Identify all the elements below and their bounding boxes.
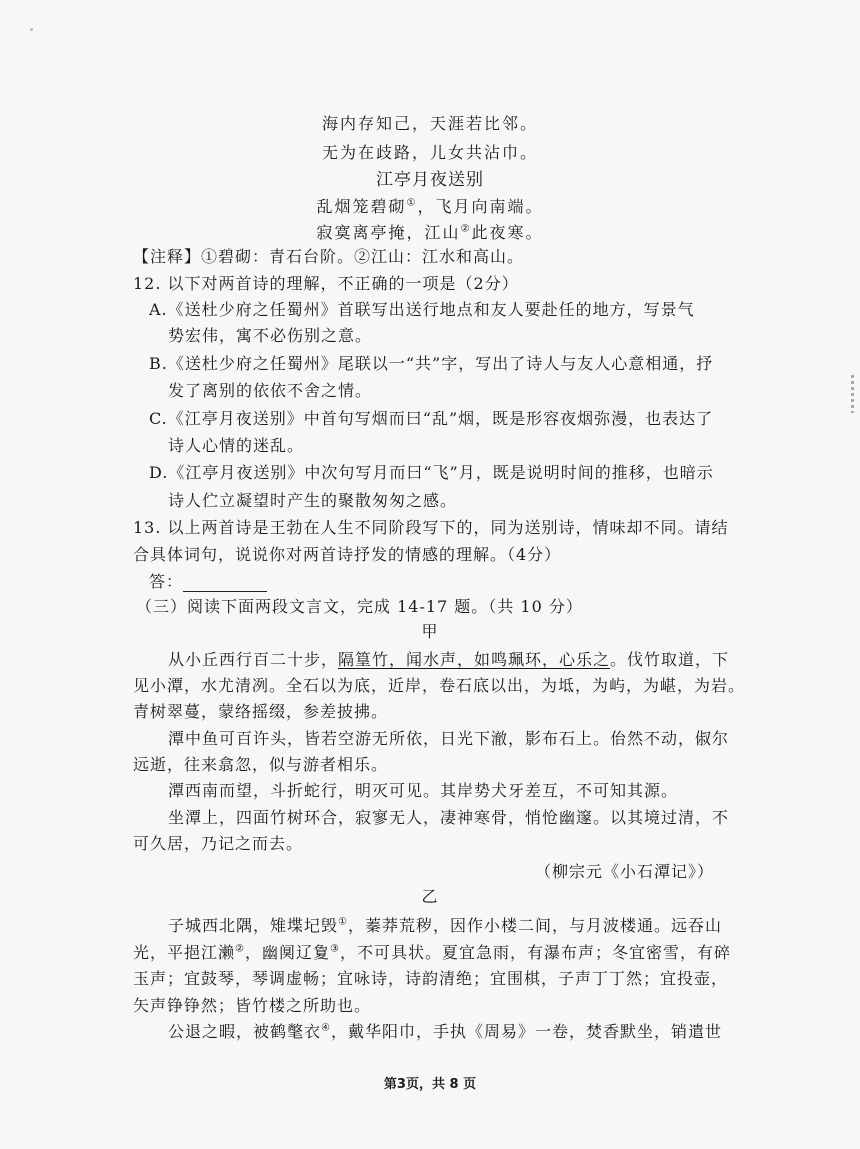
poem2-title: 江亭月夜送别 [376, 170, 484, 190]
q12-option-a-line2: 势宏伟，寓不必伤别之意。 [168, 326, 373, 345]
poem1-line4: 无为在歧路，儿女共沾巾。 [321, 143, 538, 162]
question-13-line2: 合具体词句，说说你对两首诗抒发的情感的理解。（4分） [133, 545, 562, 564]
yi-p1-line3: 玉声；宜鼓琴，琴调虚畅；宜咏诗，诗韵清绝；宜围棋，子声丁丁然；宜投壶， [133, 969, 729, 988]
jia-p1-line2: 见小潭，水尤清冽。全石以为底，近岸，卷石底以出，为坻，为屿，为嵁，为岩。 [133, 676, 746, 695]
q12-option-c-line1: C.《江亭月夜送别》中首句写烟而曰“乱”烟，既是形容夜烟弥漫，也表达了 [149, 409, 714, 428]
q12-option-d-line2: 诗人伫立凝望时产生的聚散匆匆之感。 [168, 491, 458, 510]
passage-jia-title: 甲 [421, 622, 439, 641]
q12-option-d-line1: D.《江亭月夜送别》中次句写月而曰“飞”月，既是说明时间的推移，也暗示 [149, 463, 714, 482]
answer-blank[interactable] [183, 575, 267, 592]
poem2-line2: 寂寞离亭掩，江山②此夜寒。 [316, 223, 544, 242]
q12-option-b-line1: B.《送杜少府之任蜀州》尾联以一“共”字，写出了诗人与友人心意相通，抒 [149, 354, 714, 373]
poem2-line1: 乱烟笼碧砌①，飞月向南端。 [316, 197, 544, 216]
yi-p1-line1: 子城西北隅，雉堞圮毁①，蓁莽荒秽，因作小楼二间，与月波楼通。远吞山 [168, 916, 722, 935]
binding-edge-mark [851, 375, 854, 413]
scan-speck [30, 28, 33, 31]
q12-option-c-line2: 诗人心情的迷乱。 [168, 436, 305, 455]
q12-option-a-line1: A.《送杜少府之任蜀州》首联写出送行地点和友人要赴任的地方，写景气 [149, 300, 695, 319]
q12-option-b-line2: 发了离别的依依不舍之情。 [168, 381, 373, 400]
question-13-line1: 13. 以上两首诗是王勃在人生不同阶段写下的，同为送别诗，情味却不同。请结 [133, 518, 729, 537]
answer-label: 答： [149, 572, 184, 591]
jia-p1-line3: 青树翠蔓，蒙络摇缀，参差披拂。 [133, 702, 389, 721]
jia-p1-line1: 从小丘西行百二十步，隔篁竹，闻水声，如鸣珮环，心乐之。伐竹取道，下 [168, 650, 730, 669]
page-number-footer: 第3页，共 8 页 [383, 1077, 477, 1092]
answer-row [149, 572, 267, 592]
jia-p3-line1: 潭西南而望，斗折蛇行，明灭可见。其岸势犬牙差互，不可知其源。 [168, 781, 679, 800]
section-3-heading: （三）阅读下面两段文言文，完成 14-17 题。（共 10 分） [136, 597, 583, 616]
poem1-line3: 海内存知己，天涯若比邻。 [321, 114, 538, 133]
jia-source: （柳宗元《小石潭记》） [535, 862, 715, 881]
question-12-stem: 12. 以下对两首诗的理解，不正确的一项是（2分） [133, 274, 519, 293]
jia-underlined-phrase: 隔篁竹，闻水声，如鸣珮环，心乐之 [338, 650, 611, 669]
annotation-note: 【注释】①碧砌：青石台阶。②江山：江水和高山。 [133, 247, 525, 266]
yi-p1-line4: 矢声铮铮然；皆竹楼之所助也。 [133, 996, 372, 1015]
yi-p1-line2: 光，平挹江濑②，幽阒辽夐③，不可具状。夏宜急雨，有瀑布声；冬宜密雪，有碎 [133, 943, 731, 962]
passage-yi-title: 乙 [421, 887, 439, 906]
jia-p2-line2: 远逝，往来翕忽，似与游者相乐。 [133, 755, 389, 774]
jia-p4-line2: 可久居，乃记之而去。 [133, 834, 304, 853]
jia-p2-line1: 潭中鱼可百许头，皆若空游无所依，日光下澈，影布石上。佁然不动，俶尔 [168, 729, 730, 748]
jia-p4-line1: 坐潭上，四面竹树环合，寂寥无人，凄神寒骨，悄怆幽邃。以其境过清，不 [168, 808, 730, 827]
yi-p2-line1: 公退之暇，被鹤氅衣④，戴华阳巾，手执《周易》一卷，焚香默坐，销遣世 [168, 1022, 722, 1041]
